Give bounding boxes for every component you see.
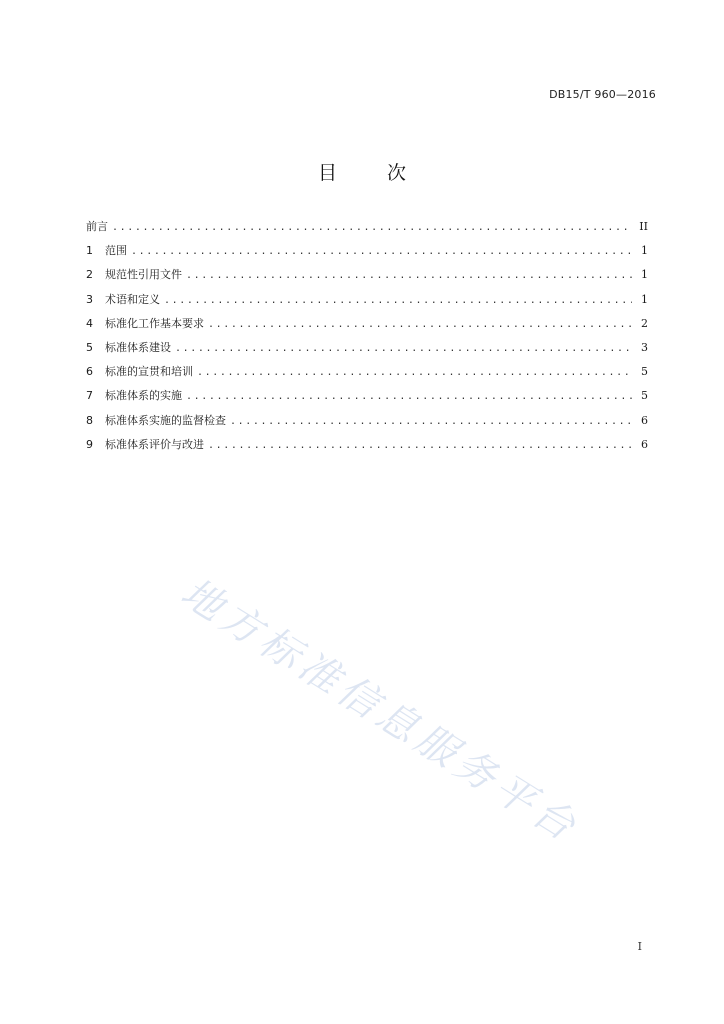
toc-entry-label: 术语和定义 — [105, 292, 160, 306]
toc-entry-1[interactable] — [86, 243, 648, 267]
toc-entry-number: 9 — [86, 437, 93, 451]
toc-leader-dots — [164, 293, 632, 309]
toc-entry-number: 7 — [86, 389, 93, 403]
toc-entry-page: 5 — [641, 365, 648, 379]
toc-entry-page: 1 — [641, 244, 648, 258]
toc-entry-label: 标准化工作基本要求 — [105, 316, 204, 330]
toc-entry-7[interactable] — [86, 388, 648, 412]
toc-entry-label: 规范性引用文件 — [105, 268, 182, 282]
toc-entry-2[interactable] — [86, 267, 648, 291]
toc-entry-page: II — [639, 220, 648, 233]
toc-entry-page: 6 — [641, 437, 648, 451]
watermark-text: 地方标准信息服务平台 — [172, 569, 588, 853]
toc-entry-page: 5 — [641, 389, 648, 403]
toc-leader-dots — [186, 389, 632, 405]
toc-entry-4[interactable] — [86, 316, 648, 340]
toc-entry-label: 标准体系建设 — [105, 340, 171, 354]
toc-entry-number: 1 — [86, 244, 93, 258]
toc-entry-label: 标准体系评价与改进 — [105, 437, 204, 451]
toc-leader-dots — [197, 365, 632, 381]
toc-entry-8[interactable] — [86, 413, 648, 437]
toc-entry-9[interactable] — [86, 437, 648, 461]
toc-entry-label: 前言 — [86, 220, 108, 233]
toc-leader-dots — [112, 220, 632, 236]
toc-entry-label: 标准的宣贯和培训 — [105, 365, 193, 379]
toc-entry-number: 8 — [86, 413, 93, 427]
toc-entry-page: 1 — [641, 292, 648, 306]
toc-entry-page: 3 — [641, 340, 648, 354]
toc-entry-number: 3 — [86, 292, 93, 306]
toc-entry-page: 2 — [641, 316, 648, 330]
page-title: 目 次 — [317, 162, 429, 184]
toc-leader-dots — [230, 414, 632, 430]
toc-entry-label: 标准体系的实施 — [105, 389, 182, 403]
toc-leader-dots — [186, 268, 632, 284]
page-number: I — [637, 940, 642, 953]
toc-entry-3[interactable] — [86, 292, 648, 316]
toc-leader-dots — [208, 317, 632, 333]
toc-entry-foreword[interactable] — [86, 219, 648, 243]
toc-entry-number: 4 — [86, 316, 93, 330]
toc-leader-dots — [208, 438, 632, 454]
toc-leader-dots — [131, 244, 632, 260]
document-code: DB15/T 960—2016 — [549, 88, 656, 101]
toc-entry-page: 1 — [641, 268, 648, 282]
toc-entry-6[interactable] — [86, 364, 648, 388]
toc-entry-page: 6 — [641, 413, 648, 427]
toc-entry-number: 2 — [86, 268, 93, 282]
table-of-contents — [86, 219, 648, 461]
toc-entry-number: 5 — [86, 340, 93, 354]
toc-entry-label: 标准体系实施的监督检查 — [105, 413, 226, 427]
toc-leader-dots — [175, 341, 632, 357]
toc-entry-label: 范围 — [105, 244, 127, 258]
toc-entry-number: 6 — [86, 365, 93, 379]
toc-entry-5[interactable] — [86, 340, 648, 364]
